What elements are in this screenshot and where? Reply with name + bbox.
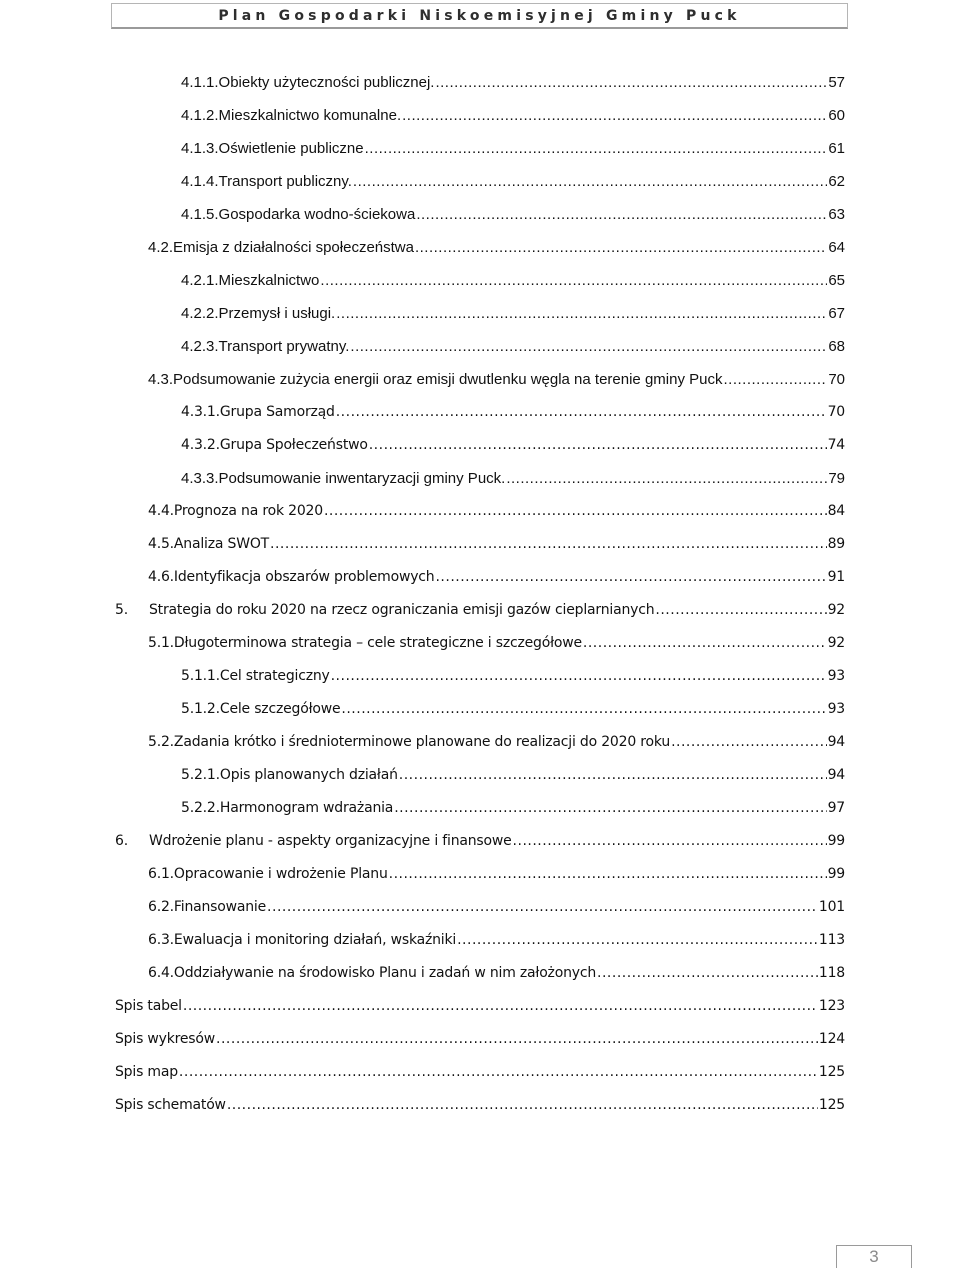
toc-entry[interactable] bbox=[181, 137, 845, 157]
toc-leader-dots bbox=[324, 503, 827, 520]
toc-entry-page: 67 bbox=[828, 305, 845, 322]
toc-entry-page: 113 bbox=[818, 932, 845, 948]
toc-leader-dots bbox=[341, 701, 826, 718]
toc-entry-page: 125 bbox=[818, 1097, 845, 1113]
toc-entry-title: Identyfikacja obszarów problemowych bbox=[173, 569, 435, 585]
toc-entry-title: Transport publiczny. bbox=[218, 173, 352, 190]
toc-leader-dots bbox=[597, 965, 818, 982]
toc-entry-page: 60 bbox=[828, 107, 845, 124]
toc-entry[interactable] bbox=[148, 566, 845, 586]
toc-entry-number: 6.1. bbox=[148, 866, 174, 882]
toc-entry[interactable] bbox=[181, 104, 845, 124]
toc-entry-page: 84 bbox=[827, 503, 845, 519]
toc-leader-dots bbox=[506, 470, 827, 487]
toc-leader-dots bbox=[389, 866, 827, 883]
toc-entry[interactable] bbox=[115, 1028, 845, 1048]
toc-entry[interactable] bbox=[181, 203, 845, 223]
toc-entry-title: Harmonogram wdrażania bbox=[219, 800, 394, 816]
toc-entry-page: 79 bbox=[828, 470, 845, 487]
toc-entry[interactable] bbox=[148, 368, 845, 388]
toc-entry[interactable] bbox=[148, 632, 845, 652]
toc-entry-number: 4.2. bbox=[148, 239, 174, 256]
toc-leader-dots bbox=[227, 1097, 818, 1114]
toc-entry-title: Cel strategiczny bbox=[219, 668, 330, 684]
toc-entry-page: 99 bbox=[827, 866, 845, 882]
toc-entry-title: Analiza SWOT bbox=[173, 536, 270, 552]
toc-entry-number: 4.1.3. bbox=[181, 140, 219, 157]
toc-entry[interactable] bbox=[181, 71, 845, 91]
toc-entry-title: Grupa Społeczeństwo bbox=[219, 437, 368, 453]
toc-entry-page: 62 bbox=[828, 173, 845, 190]
page-number bbox=[836, 1245, 912, 1268]
toc-leader-dots bbox=[320, 272, 827, 289]
toc-entry-title: Mieszkalnictwo bbox=[218, 272, 320, 289]
toc-entry-number: 4.3. bbox=[148, 371, 174, 388]
toc-entry[interactable] bbox=[181, 302, 845, 322]
toc-leader-dots bbox=[583, 635, 827, 652]
toc-entry-page: 124 bbox=[818, 1031, 845, 1047]
toc-entry-number: 4.1.1. bbox=[181, 74, 219, 91]
toc-leader-dots bbox=[179, 1064, 818, 1081]
toc-leader-dots bbox=[336, 305, 827, 322]
toc-entry-number: 6.4. bbox=[148, 965, 174, 981]
toc-entry[interactable] bbox=[181, 269, 845, 289]
toc-entry-number: 5.1. bbox=[148, 635, 174, 651]
toc-entry-number: 4.5. bbox=[148, 536, 174, 552]
toc-entry-title: Długoterminowa strategia – cele strategiczne i szczegółowe bbox=[173, 635, 582, 651]
toc-entry-title: Przemysł i usługi. bbox=[218, 305, 336, 322]
toc-entry[interactable] bbox=[115, 1094, 845, 1114]
toc-entry-number: 4.6. bbox=[148, 569, 174, 585]
toc-entry[interactable] bbox=[148, 962, 845, 982]
toc-entry[interactable] bbox=[181, 434, 845, 454]
toc-leader-dots bbox=[369, 437, 827, 454]
toc-entry-title: Opis planowanych działań bbox=[219, 767, 398, 783]
running-header bbox=[111, 3, 848, 29]
toc-entry[interactable] bbox=[148, 500, 845, 520]
toc-leader-dots bbox=[435, 569, 826, 586]
toc-leader-dots bbox=[183, 998, 818, 1015]
toc-entry-number: 6.2. bbox=[148, 899, 174, 915]
toc-entry-page: 57 bbox=[828, 74, 845, 91]
toc-entry-title: Ewaluacja i monitoring działań, wskaźniki bbox=[173, 932, 457, 948]
toc-entry-number: 5.1.2. bbox=[181, 701, 220, 717]
toc-entry-title: Wdrożenie planu - aspekty organizacyjne i finansowe bbox=[149, 833, 512, 849]
toc-entry[interactable] bbox=[181, 764, 845, 784]
toc-leader-dots bbox=[416, 206, 827, 223]
toc-entry-title: Grupa Samorząd bbox=[219, 404, 335, 420]
toc-entry-title: Spis tabel bbox=[115, 998, 182, 1014]
toc-entry-page: 64 bbox=[828, 239, 845, 256]
toc-entry-page: 65 bbox=[828, 272, 845, 289]
toc-entry-title: Obiekty użyteczności publicznej. bbox=[218, 74, 435, 91]
toc-entry[interactable] bbox=[181, 401, 845, 421]
toc-entry-page: 125 bbox=[818, 1064, 845, 1080]
toc-entry-title: Strategia do roku 2020 na rzecz ograniczania emisji gazów cieplarnianych bbox=[149, 602, 655, 618]
toc-entry[interactable] bbox=[148, 731, 845, 751]
toc-entry-page: 91 bbox=[827, 569, 845, 585]
toc-entry[interactable] bbox=[181, 467, 845, 487]
toc-entry[interactable] bbox=[181, 698, 845, 718]
toc-entry-number: 4.2.3. bbox=[181, 338, 219, 355]
toc-entry-page: 99 bbox=[827, 833, 845, 849]
page-number-text: 3 bbox=[869, 1247, 879, 1266]
toc-entry-page: 94 bbox=[827, 734, 845, 750]
toc-entry-number: 6. bbox=[115, 833, 128, 849]
toc-entry-page: 61 bbox=[828, 140, 845, 157]
toc-entry[interactable] bbox=[148, 896, 845, 916]
toc-entry-title: Zadania krótko i średnioterminowe planowane do realizacji do 2020 roku bbox=[173, 734, 671, 750]
toc-entry-number: 4.1.2. bbox=[181, 107, 219, 124]
toc-leader-dots bbox=[216, 1031, 818, 1048]
toc-entry-page: 92 bbox=[827, 635, 845, 651]
toc-entry[interactable] bbox=[148, 533, 845, 553]
toc-entry-page: 93 bbox=[827, 668, 845, 684]
toc-leader-dots bbox=[513, 833, 827, 850]
toc-leader-dots bbox=[394, 800, 826, 817]
toc-entry[interactable] bbox=[115, 1061, 845, 1081]
toc-entry-page: 97 bbox=[827, 800, 845, 816]
toc-entry[interactable] bbox=[148, 863, 845, 883]
toc-entry-title: Spis schematów bbox=[115, 1097, 226, 1113]
toc-entry-number: 4.1.4. bbox=[181, 173, 219, 190]
toc-leader-dots bbox=[671, 734, 827, 751]
toc-leader-dots bbox=[336, 404, 827, 421]
toc-entry-number: 4.2.1. bbox=[181, 272, 219, 289]
toc-entry-title: Oddziaływanie na środowisko Planu i zadań w nim założonych bbox=[173, 965, 597, 981]
toc-entry-number: 4.3.1. bbox=[181, 404, 220, 420]
toc-entry[interactable] bbox=[148, 929, 845, 949]
toc-entry-number: 4.4. bbox=[148, 503, 174, 519]
document-title: Plan Gospodarki Niskoemisyjnej Gminy Puck bbox=[218, 7, 741, 24]
toc-leader-dots bbox=[723, 371, 827, 388]
toc-entry-title: Opracowanie i wdrożenie Planu bbox=[173, 866, 388, 882]
toc-entry[interactable] bbox=[181, 665, 845, 685]
toc-entry-number: 4.3.3. bbox=[181, 470, 219, 487]
toc-entry-page: 118 bbox=[818, 965, 845, 981]
toc-leader-dots bbox=[267, 899, 818, 916]
toc-entry-title: Finansowanie bbox=[173, 899, 267, 915]
toc-entry-title: Oświetlenie publiczne bbox=[218, 140, 364, 157]
toc-entry-page: 70 bbox=[827, 404, 845, 420]
toc-leader-dots bbox=[402, 107, 827, 124]
toc-entry[interactable] bbox=[181, 170, 845, 190]
toc-entry[interactable] bbox=[181, 797, 845, 817]
toc-entry-number: 5.1.1. bbox=[181, 668, 220, 684]
toc-entry-title: Podsumowanie zużycia energii oraz emisji dwutlenku węgla na terenie gminy Puck bbox=[173, 371, 723, 388]
toc-leader-dots bbox=[353, 173, 827, 190]
toc-entry-number: 4.2.2. bbox=[181, 305, 219, 322]
toc-leader-dots bbox=[331, 668, 827, 685]
toc-leader-dots bbox=[655, 602, 826, 619]
toc-entry-page: 74 bbox=[827, 437, 845, 453]
toc-entry-number: 4.3.2. bbox=[181, 437, 220, 453]
toc-entry[interactable] bbox=[181, 335, 845, 355]
toc-entry-title: Emisja z działalności społeczeństwa bbox=[173, 239, 414, 256]
toc-entry-title: Spis map bbox=[115, 1064, 178, 1080]
toc-entry-number: 5. bbox=[115, 602, 128, 618]
toc-entry-number: 5.2.2. bbox=[181, 800, 220, 816]
toc-entry-page: 93 bbox=[827, 701, 845, 717]
toc-leader-dots bbox=[399, 767, 827, 784]
toc-entry-title: Mieszkalnictwo komunalne. bbox=[218, 107, 402, 124]
toc-entry[interactable] bbox=[115, 599, 845, 619]
toc-entry-title: Cele szczegółowe bbox=[219, 701, 341, 717]
toc-entry-page: 89 bbox=[827, 536, 845, 552]
toc-leader-dots bbox=[415, 239, 827, 256]
toc-entry-title: Transport prywatny. bbox=[218, 338, 350, 355]
toc-entry-title: Spis wykresów bbox=[115, 1031, 216, 1047]
toc-entry-number: 6.3. bbox=[148, 932, 174, 948]
toc-entry-page: 68 bbox=[828, 338, 845, 355]
toc-entry-page: 70 bbox=[828, 371, 845, 388]
toc-entry-title: Gospodarka wodno-ściekowa bbox=[218, 206, 416, 223]
toc-entry-page: 94 bbox=[827, 767, 845, 783]
toc-entry[interactable] bbox=[115, 995, 845, 1015]
toc-entry-page: 92 bbox=[827, 602, 845, 618]
toc-entry[interactable] bbox=[148, 236, 845, 256]
toc-entry-title: Prognoza na rok 2020 bbox=[173, 503, 323, 519]
toc-entry-number: 5.2.1. bbox=[181, 767, 220, 783]
toc-entry-number: 4.1.5. bbox=[181, 206, 219, 223]
toc-entry-page: 63 bbox=[828, 206, 845, 223]
toc-entry[interactable] bbox=[115, 830, 845, 850]
toc-leader-dots bbox=[365, 140, 828, 157]
toc-leader-dots bbox=[270, 536, 827, 553]
toc-entry-page: 123 bbox=[818, 998, 845, 1014]
toc-entry-title: Podsumowanie inwentaryzacji gminy Puck. bbox=[218, 470, 506, 487]
toc-leader-dots bbox=[457, 932, 818, 949]
toc-leader-dots bbox=[350, 338, 827, 355]
toc-leader-dots bbox=[435, 74, 827, 91]
toc-entry-page: 101 bbox=[818, 899, 845, 915]
toc-entry-number: 5.2. bbox=[148, 734, 174, 750]
